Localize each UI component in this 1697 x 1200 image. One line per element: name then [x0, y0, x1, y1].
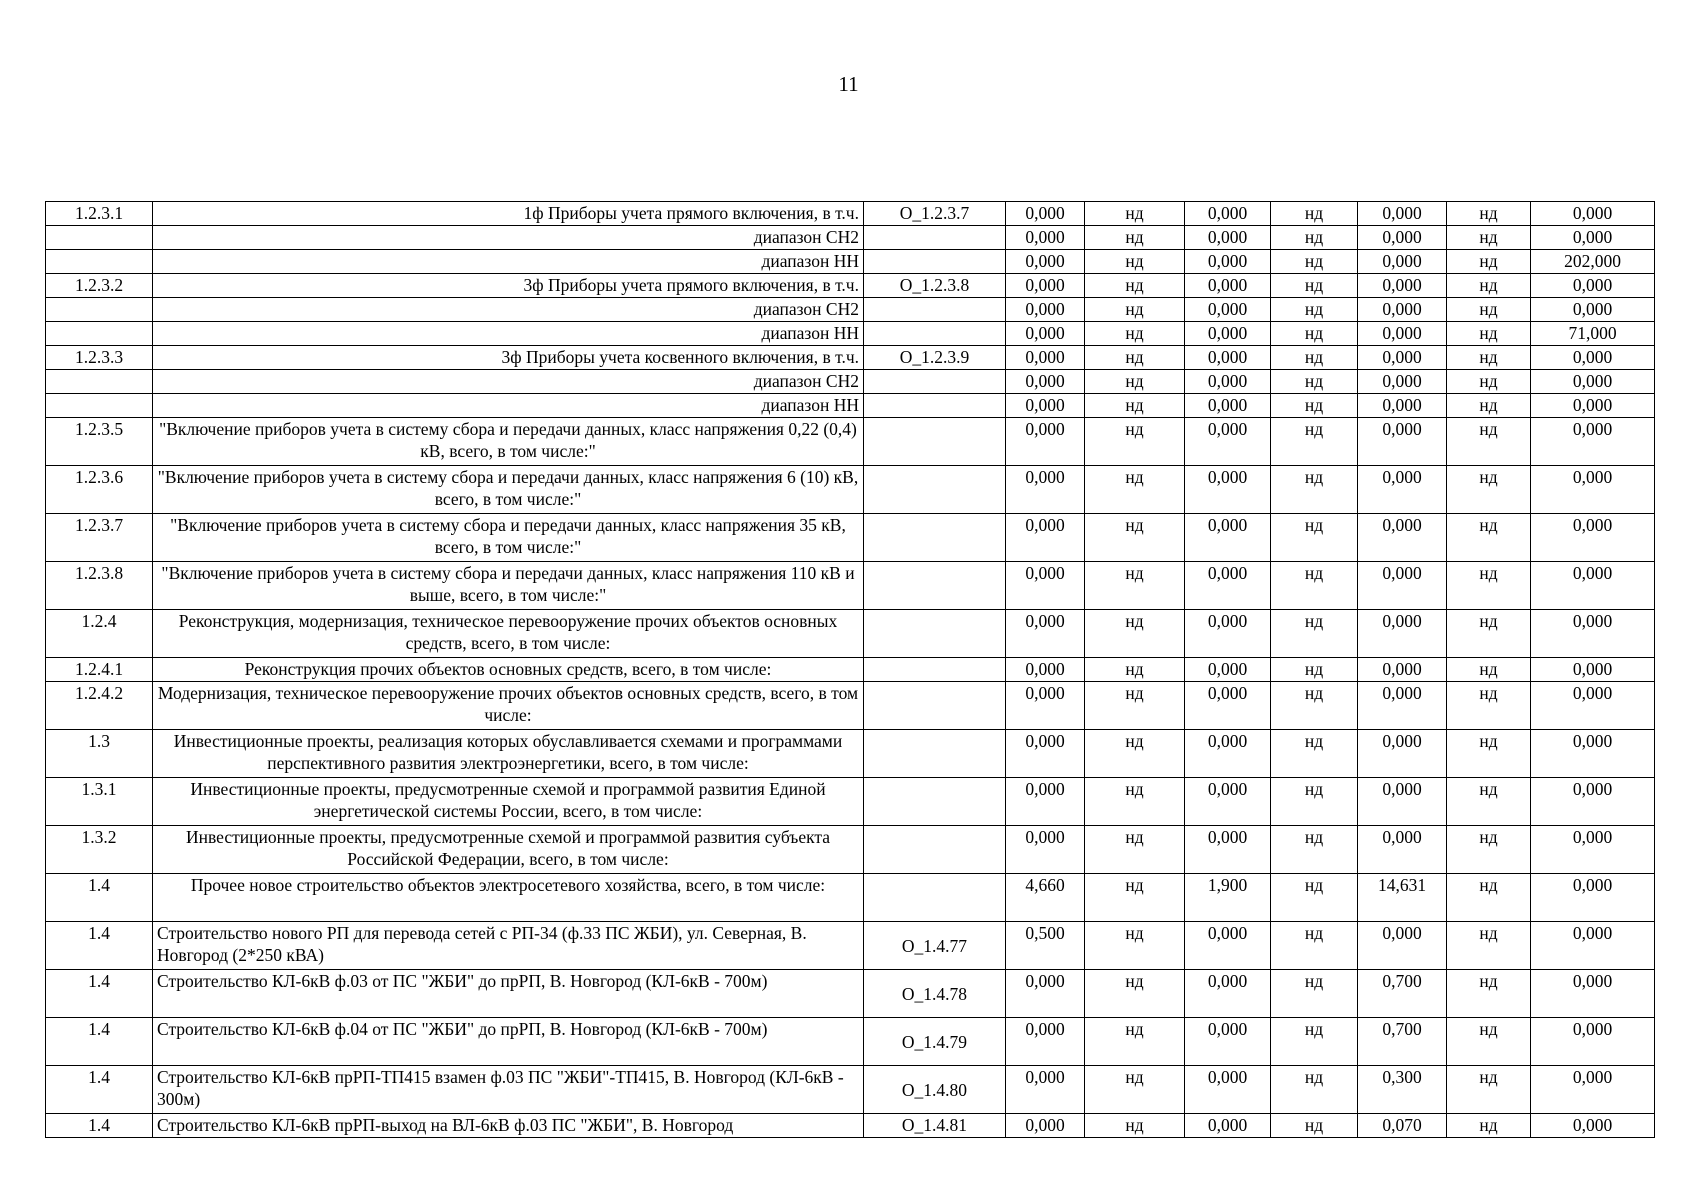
table-row	[46, 562, 1655, 610]
value-4: 0,000	[1531, 610, 1655, 658]
value-4: 0,000	[1531, 418, 1655, 466]
value-3: 14,631	[1358, 874, 1447, 922]
value-1: 0,000	[1006, 682, 1085, 730]
table-row	[46, 658, 1655, 682]
nd-2: нд	[1271, 682, 1358, 730]
nd-1: нд	[1085, 730, 1185, 778]
nd-1: нд	[1085, 418, 1185, 466]
nd-2: нд	[1271, 1018, 1358, 1066]
row-project-id: О_1.2.3.8	[864, 274, 1006, 298]
table-row	[46, 466, 1655, 514]
nd-2: нд	[1271, 874, 1358, 922]
table-row	[46, 370, 1655, 394]
row-project-id	[864, 730, 1006, 778]
nd-2: нд	[1271, 226, 1358, 250]
nd-3: нд	[1447, 226, 1531, 250]
value-4: 0,000	[1531, 226, 1655, 250]
value-1: 0,000	[1006, 226, 1085, 250]
table-row	[46, 274, 1655, 298]
table-body	[46, 202, 1655, 1138]
nd-1: нд	[1085, 394, 1185, 418]
row-name: Строительство КЛ-6кВ прРП-выход на ВЛ-6кВ ф.03 ПС "ЖБИ", В. Новгород	[153, 1114, 864, 1138]
nd-1: нд	[1085, 970, 1185, 1018]
row-code	[46, 394, 153, 418]
row-code	[46, 250, 153, 274]
table-row	[46, 514, 1655, 562]
table-row	[46, 778, 1655, 826]
nd-3: нд	[1447, 1018, 1531, 1066]
value-4: 0,000	[1531, 826, 1655, 874]
row-name: "Включение приборов учета в систему сбора и передачи данных, класс напряжения 6 (10) кВ, всего, в том числе:"	[153, 466, 864, 514]
row-code: 1.3	[46, 730, 153, 778]
row-name: 1ф Приборы учета прямого включения, в т.ч.	[153, 202, 864, 226]
row-project-id	[864, 682, 1006, 730]
nd-3: нд	[1447, 274, 1531, 298]
value-2: 0,000	[1185, 298, 1271, 322]
value-4: 0,000	[1531, 682, 1655, 730]
nd-3: нд	[1447, 250, 1531, 274]
value-1: 0,000	[1006, 274, 1085, 298]
value-4: 202,000	[1531, 250, 1655, 274]
row-project-id	[864, 778, 1006, 826]
value-3: 0,700	[1358, 970, 1447, 1018]
table-row	[46, 826, 1655, 874]
value-3: 0,000	[1358, 610, 1447, 658]
nd-3: нд	[1447, 418, 1531, 466]
value-1: 0,000	[1006, 394, 1085, 418]
value-2: 0,000	[1185, 226, 1271, 250]
value-3: 0,000	[1358, 202, 1447, 226]
row-name: диапазон СН2	[153, 226, 864, 250]
value-1: 0,000	[1006, 730, 1085, 778]
value-1: 0,000	[1006, 370, 1085, 394]
row-name: Строительство КЛ-6кВ ф.03 от ПС "ЖБИ" до прРП, В. Новгород (КЛ-6кВ - 700м)	[153, 970, 864, 1018]
table-row	[46, 346, 1655, 370]
row-project-id	[864, 250, 1006, 274]
value-3: 0,000	[1358, 298, 1447, 322]
value-2: 0,000	[1185, 274, 1271, 298]
table-row	[46, 1066, 1655, 1114]
row-project-id: О_1.4.80	[864, 1066, 1006, 1114]
nd-2: нд	[1271, 250, 1358, 274]
nd-1: нд	[1085, 1018, 1185, 1066]
row-code: 1.2.3.5	[46, 418, 153, 466]
value-2: 0,000	[1185, 682, 1271, 730]
value-2: 0,000	[1185, 1066, 1271, 1114]
row-name: диапазон НН	[153, 250, 864, 274]
table-row	[46, 922, 1655, 970]
value-2: 0,000	[1185, 610, 1271, 658]
value-2: 0,000	[1185, 922, 1271, 970]
value-2: 0,000	[1185, 826, 1271, 874]
nd-1: нд	[1085, 370, 1185, 394]
nd-3: нд	[1447, 1066, 1531, 1114]
nd-2: нд	[1271, 202, 1358, 226]
row-code: 1.3.1	[46, 778, 153, 826]
value-3: 0,000	[1358, 826, 1447, 874]
value-4: 0,000	[1531, 874, 1655, 922]
nd-3: нд	[1447, 922, 1531, 970]
value-3: 0,000	[1358, 730, 1447, 778]
table-row	[46, 202, 1655, 226]
value-4: 0,000	[1531, 346, 1655, 370]
row-name: диапазон НН	[153, 322, 864, 346]
row-code: 1.2.3.8	[46, 562, 153, 610]
value-1: 0,000	[1006, 562, 1085, 610]
row-name: Инвестиционные проекты, реализация которых обуславливается схемами и программами перспективного развития электроэнергетики, всего, в том числе:	[153, 730, 864, 778]
value-4: 0,000	[1531, 730, 1655, 778]
value-3: 0,000	[1358, 514, 1447, 562]
nd-2: нд	[1271, 466, 1358, 514]
value-1: 0,000	[1006, 298, 1085, 322]
nd-3: нд	[1447, 874, 1531, 922]
row-name: диапазон СН2	[153, 370, 864, 394]
nd-2: нд	[1271, 778, 1358, 826]
value-2: 0,000	[1185, 562, 1271, 610]
value-2: 0,000	[1185, 202, 1271, 226]
nd-2: нд	[1271, 658, 1358, 682]
value-2: 0,000	[1185, 1018, 1271, 1066]
row-code: 1.4	[46, 922, 153, 970]
row-name: диапазон СН2	[153, 298, 864, 322]
value-3: 0,000	[1358, 682, 1447, 730]
nd-2: нд	[1271, 562, 1358, 610]
value-3: 0,000	[1358, 250, 1447, 274]
value-2: 0,000	[1185, 418, 1271, 466]
value-3: 0,070	[1358, 1114, 1447, 1138]
value-3: 0,000	[1358, 922, 1447, 970]
row-name: 3ф Приборы учета прямого включения, в т.ч.	[153, 274, 864, 298]
nd-3: нд	[1447, 682, 1531, 730]
value-1: 0,500	[1006, 922, 1085, 970]
value-3: 0,300	[1358, 1066, 1447, 1114]
nd-1: нд	[1085, 514, 1185, 562]
row-project-id	[864, 562, 1006, 610]
value-3: 0,000	[1358, 562, 1447, 610]
row-project-id	[864, 658, 1006, 682]
row-name: Инвестиционные проекты, предусмотренные схемой и программой развития субъекта Российской Федерации, всего, в том числе:	[153, 826, 864, 874]
nd-1: нд	[1085, 202, 1185, 226]
value-1: 0,000	[1006, 250, 1085, 274]
nd-1: нд	[1085, 274, 1185, 298]
value-3: 0,000	[1358, 658, 1447, 682]
row-project-id	[864, 826, 1006, 874]
table-row	[46, 418, 1655, 466]
row-code: 1.2.3.1	[46, 202, 153, 226]
value-4: 0,000	[1531, 970, 1655, 1018]
row-project-id	[864, 610, 1006, 658]
value-3: 0,000	[1358, 346, 1447, 370]
value-1: 0,000	[1006, 1066, 1085, 1114]
nd-3: нд	[1447, 346, 1531, 370]
row-code: 1.4	[46, 970, 153, 1018]
row-project-id	[864, 466, 1006, 514]
row-code	[46, 370, 153, 394]
row-code	[46, 298, 153, 322]
value-4: 0,000	[1531, 922, 1655, 970]
nd-2: нд	[1271, 346, 1358, 370]
row-name: Строительство КЛ-6кВ прРП-ТП415 взамен ф.03 ПС "ЖБИ"-ТП415, В. Новгород (КЛ-6кВ - 300м)	[153, 1066, 864, 1114]
value-4: 0,000	[1531, 370, 1655, 394]
value-4: 0,000	[1531, 778, 1655, 826]
row-code: 1.4	[46, 1066, 153, 1114]
value-1: 0,000	[1006, 778, 1085, 826]
table-row	[46, 394, 1655, 418]
row-code: 1.4	[46, 874, 153, 922]
nd-1: нд	[1085, 682, 1185, 730]
value-3: 0,000	[1358, 322, 1447, 346]
value-3: 0,000	[1358, 778, 1447, 826]
value-2: 0,000	[1185, 658, 1271, 682]
nd-1: нд	[1085, 1114, 1185, 1138]
value-2: 0,000	[1185, 346, 1271, 370]
nd-2: нд	[1271, 970, 1358, 1018]
nd-1: нд	[1085, 922, 1185, 970]
value-2: 0,000	[1185, 778, 1271, 826]
nd-2: нд	[1271, 370, 1358, 394]
value-4: 0,000	[1531, 1066, 1655, 1114]
value-1: 0,000	[1006, 466, 1085, 514]
nd-2: нд	[1271, 394, 1358, 418]
value-3: 0,000	[1358, 466, 1447, 514]
row-name: "Включение приборов учета в систему сбора и передачи данных, класс напряжения 35 кВ, всего, в том числе:"	[153, 514, 864, 562]
row-name: Модернизация, техническое перевооружение прочих объектов основных средств, всего, в том числе:	[153, 682, 864, 730]
nd-3: нд	[1447, 730, 1531, 778]
row-project-id: О_1.4.81	[864, 1114, 1006, 1138]
value-1: 0,000	[1006, 826, 1085, 874]
row-code: 1.4	[46, 1018, 153, 1066]
nd-1: нд	[1085, 610, 1185, 658]
row-name: Реконструкция прочих объектов основных средств, всего, в том числе:	[153, 658, 864, 682]
nd-3: нд	[1447, 562, 1531, 610]
value-1: 0,000	[1006, 202, 1085, 226]
nd-2: нд	[1271, 418, 1358, 466]
row-project-id	[864, 394, 1006, 418]
nd-3: нд	[1447, 370, 1531, 394]
row-code: 1.2.4.2	[46, 682, 153, 730]
value-2: 0,000	[1185, 514, 1271, 562]
row-name: "Включение приборов учета в систему сбора и передачи данных, класс напряжения 0,22 (0,4) кВ, всего, в том числе:"	[153, 418, 864, 466]
nd-1: нд	[1085, 874, 1185, 922]
table-row	[46, 298, 1655, 322]
value-4: 0,000	[1531, 394, 1655, 418]
value-3: 0,000	[1358, 370, 1447, 394]
value-4: 0,000	[1531, 658, 1655, 682]
value-2: 0,000	[1185, 250, 1271, 274]
value-4: 0,000	[1531, 274, 1655, 298]
value-3: 0,000	[1358, 274, 1447, 298]
value-1: 0,000	[1006, 658, 1085, 682]
table-row	[46, 610, 1655, 658]
value-4: 0,000	[1531, 298, 1655, 322]
value-1: 0,000	[1006, 346, 1085, 370]
row-name: Строительство нового РП для перевода сетей с РП-34 (ф.33 ПС ЖБИ), ул. Северная, В. Новгород (2*250 кВА)	[153, 922, 864, 970]
value-1: 0,000	[1006, 514, 1085, 562]
table-row	[46, 730, 1655, 778]
row-project-id	[864, 322, 1006, 346]
row-project-id: О_1.2.3.9	[864, 346, 1006, 370]
nd-3: нд	[1447, 1114, 1531, 1138]
row-project-id	[864, 514, 1006, 562]
row-name: Строительство КЛ-6кВ ф.04 от ПС "ЖБИ" до прРП, В. Новгород (КЛ-6кВ - 700м)	[153, 1018, 864, 1066]
nd-3: нд	[1447, 466, 1531, 514]
value-1: 0,000	[1006, 610, 1085, 658]
value-4: 0,000	[1531, 1018, 1655, 1066]
table-row	[46, 1114, 1655, 1138]
value-2: 0,000	[1185, 730, 1271, 778]
row-project-id: О_1.4.77	[864, 922, 1006, 970]
row-name: диапазон НН	[153, 394, 864, 418]
page-number: 11	[838, 72, 859, 96]
row-project-id	[864, 298, 1006, 322]
value-3: 0,000	[1358, 226, 1447, 250]
row-name: "Включение приборов учета в систему сбора и передачи данных, класс напряжения 110 кВ и выше, всего, в том числе:"	[153, 562, 864, 610]
nd-2: нд	[1271, 1114, 1358, 1138]
nd-3: нд	[1447, 778, 1531, 826]
nd-2: нд	[1271, 298, 1358, 322]
value-4: 0,000	[1531, 562, 1655, 610]
nd-2: нд	[1271, 322, 1358, 346]
row-code: 1.2.3.3	[46, 346, 153, 370]
nd-1: нд	[1085, 826, 1185, 874]
value-4: 0,000	[1531, 202, 1655, 226]
value-2: 0,000	[1185, 466, 1271, 514]
nd-2: нд	[1271, 1066, 1358, 1114]
table-row	[46, 874, 1655, 922]
row-code: 1.3.2	[46, 826, 153, 874]
nd-3: нд	[1447, 514, 1531, 562]
value-1: 0,000	[1006, 418, 1085, 466]
nd-2: нд	[1271, 610, 1358, 658]
table-row	[46, 682, 1655, 730]
value-1: 4,660	[1006, 874, 1085, 922]
row-code	[46, 226, 153, 250]
value-1: 0,000	[1006, 1018, 1085, 1066]
table-row	[46, 1018, 1655, 1066]
nd-3: нд	[1447, 202, 1531, 226]
row-name: Прочее новое строительство объектов электросетевого хозяйства, всего, в том числе:	[153, 874, 864, 922]
row-code: 1.2.3.6	[46, 466, 153, 514]
nd-1: нд	[1085, 226, 1185, 250]
row-name: 3ф Приборы учета косвенного включения, в т.ч.	[153, 346, 864, 370]
value-1: 0,000	[1006, 970, 1085, 1018]
row-code: 1.4	[46, 1114, 153, 1138]
nd-1: нд	[1085, 346, 1185, 370]
row-project-id	[864, 226, 1006, 250]
row-code: 1.2.3.2	[46, 274, 153, 298]
value-2: 0,000	[1185, 1114, 1271, 1138]
nd-1: нд	[1085, 1066, 1185, 1114]
value-1: 0,000	[1006, 322, 1085, 346]
row-name: Реконструкция, модернизация, техническое перевооружение прочих объектов основных средств, всего, в том числе:	[153, 610, 864, 658]
nd-3: нд	[1447, 658, 1531, 682]
nd-3: нд	[1447, 298, 1531, 322]
nd-2: нд	[1271, 274, 1358, 298]
nd-3: нд	[1447, 610, 1531, 658]
nd-1: нд	[1085, 778, 1185, 826]
nd-2: нд	[1271, 514, 1358, 562]
value-1: 0,000	[1006, 1114, 1085, 1138]
nd-2: нд	[1271, 730, 1358, 778]
nd-1: нд	[1085, 562, 1185, 610]
table-row	[46, 970, 1655, 1018]
row-project-id: О_1.4.79	[864, 1018, 1006, 1066]
nd-3: нд	[1447, 970, 1531, 1018]
nd-2: нд	[1271, 826, 1358, 874]
table-row	[46, 322, 1655, 346]
row-code: 1.2.4.1	[46, 658, 153, 682]
value-2: 0,000	[1185, 970, 1271, 1018]
value-2: 0,000	[1185, 370, 1271, 394]
row-name: Инвестиционные проекты, предусмотренные схемой и программой развития Единой энергетической системы России, всего, в том числе:	[153, 778, 864, 826]
value-3: 0,000	[1358, 394, 1447, 418]
value-2: 1,900	[1185, 874, 1271, 922]
value-4: 0,000	[1531, 466, 1655, 514]
value-4: 71,000	[1531, 322, 1655, 346]
nd-1: нд	[1085, 658, 1185, 682]
row-project-id	[864, 418, 1006, 466]
row-code	[46, 322, 153, 346]
nd-2: нд	[1271, 922, 1358, 970]
value-4: 0,000	[1531, 514, 1655, 562]
nd-1: нд	[1085, 250, 1185, 274]
row-project-id	[864, 874, 1006, 922]
row-project-id	[864, 370, 1006, 394]
value-2: 0,000	[1185, 322, 1271, 346]
row-project-id: О_1.2.3.7	[864, 202, 1006, 226]
nd-1: нд	[1085, 466, 1185, 514]
nd-3: нд	[1447, 322, 1531, 346]
row-code: 1.2.3.7	[46, 514, 153, 562]
nd-3: нд	[1447, 826, 1531, 874]
investment-table	[45, 201, 1655, 1138]
table-row	[46, 250, 1655, 274]
nd-1: нд	[1085, 322, 1185, 346]
row-code: 1.2.4	[46, 610, 153, 658]
table-row	[46, 226, 1655, 250]
row-project-id: О_1.4.78	[864, 970, 1006, 1018]
value-4: 0,000	[1531, 1114, 1655, 1138]
value-3: 0,000	[1358, 418, 1447, 466]
nd-1: нд	[1085, 298, 1185, 322]
value-2: 0,000	[1185, 394, 1271, 418]
value-3: 0,700	[1358, 1018, 1447, 1066]
nd-3: нд	[1447, 394, 1531, 418]
